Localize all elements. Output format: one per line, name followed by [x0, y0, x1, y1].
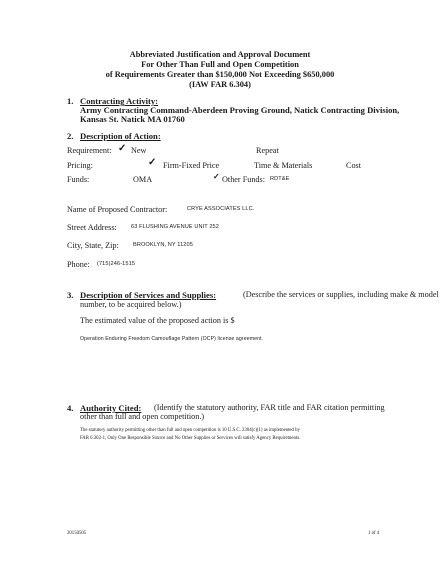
funds-other-value: RDT&E — [270, 176, 290, 182]
section3-desc-line2: number, to be acquired below.) — [80, 300, 182, 309]
section4-heading: Authority Cited: — [80, 403, 142, 413]
city-label: City, State, Zip: — [67, 241, 119, 250]
section3-body: Operation Enduring Freedom Camouflage Pattern (OCP) license agreement. — [80, 336, 264, 342]
doc-title-line1: Abbreviated Justification and Approval Document — [129, 50, 311, 59]
estimated-value: The estimated value of the proposed action is $ — [80, 316, 235, 325]
funds-oma: OMA — [133, 175, 153, 184]
phone-label: Phone: — [67, 260, 90, 269]
section4-number: 4. — [67, 403, 74, 413]
city-value: BROOKLYN, NY 11205 — [133, 242, 193, 248]
doc-title-line4: (IAW FAR 6.304) — [189, 80, 251, 89]
section3-desc-line1: (Describe the services or supplies, including make & model — [243, 290, 439, 299]
pricing-label: Pricing: — [67, 161, 93, 170]
funds-other-label: Other Funds: — [222, 175, 265, 184]
section1-number: 1. — [67, 96, 74, 106]
doc-title-line3: of Requirements Greater than $150,000 Not Exceeding $650,000 — [105, 70, 335, 79]
requirement-repeat: Repeat — [256, 146, 279, 155]
street-value: 63 FLUSHING AVENUE UNIT 252 — [131, 224, 219, 230]
pricing-ffp-checkmark-icon: ✓ — [148, 157, 157, 168]
requirement-new: New — [131, 146, 147, 155]
section2-heading: Description of Action: — [80, 131, 161, 141]
section4-body-line1: The statutory authority permitting other than full and open competition is 10 U.S.C. 2304(c)(1) as implemented by — [80, 428, 300, 433]
doc-title-line2: For Other Than Full and Open Competition — [141, 60, 299, 69]
pricing-ffp: Firm-Fixed Price — [163, 161, 220, 170]
section2-number: 2. — [67, 131, 74, 141]
street-label: Street Address: — [67, 223, 117, 232]
funds-other-checkmark-icon: ✓ — [213, 172, 220, 181]
section4-desc-line1: (Identify the statutory authority, FAR title and FAR citation permitting — [154, 403, 385, 412]
page-number: 1 of 4 — [368, 531, 380, 536]
section1-line2: Kansas St. Natick MA 01760 — [80, 114, 185, 124]
requirement-new-checkmark-icon: ✓ — [118, 143, 127, 154]
requirement-label: Requirement: — [67, 146, 112, 155]
section3-number: 3. — [67, 290, 74, 300]
document-id: 20150505 — [67, 531, 87, 536]
section1-heading: Contracting Activity: — [80, 96, 159, 106]
pricing-tm: Time & Materials — [254, 161, 313, 170]
section1-line1: Army Contracting Command-Aberdeen Proving Ground, Natick Contracting Division, — [80, 105, 400, 115]
pricing-cost: Cost — [346, 161, 362, 170]
section4-desc-line2: other than full and open competition.) — [80, 412, 205, 421]
section4-body-line2: FAR 6.302-1, Only One Responsible Source and No Other Supplies or Services will satisfy Agency Requirements. — [80, 436, 301, 441]
section3-heading: Description of Services and Supplies: — [80, 290, 217, 300]
contractor-name-value: CRYE ASSOCIATES LLC. — [187, 206, 255, 212]
funds-label: Funds: — [67, 175, 90, 184]
phone-value: (715)246-1515 — [97, 261, 135, 267]
contractor-name-label: Name of Proposed Contractor: — [67, 205, 168, 214]
